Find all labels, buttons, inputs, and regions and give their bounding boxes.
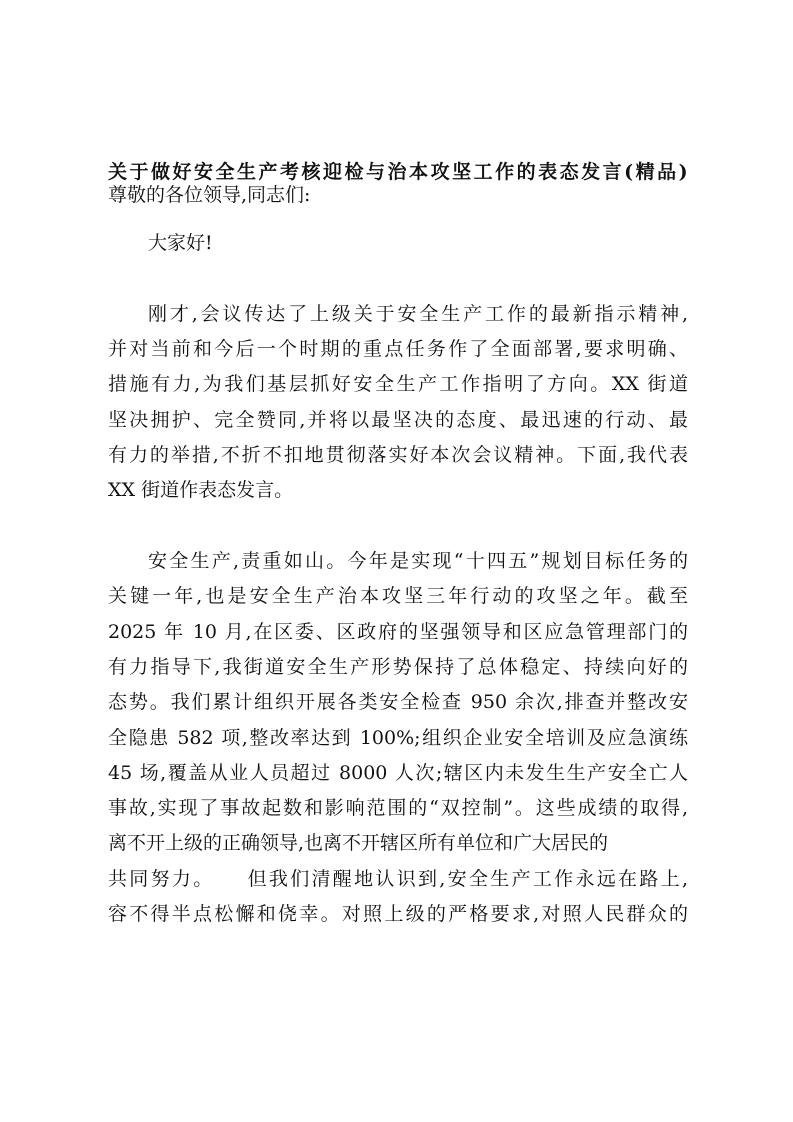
- paragraph-1-line-1: 刚才,会议传达了上级关于安全生产工作的最新指示精神,: [148, 303, 688, 325]
- paragraph-2-line-11: 容不得半点松懈和侥幸。对照上级的严格要求,对照人民群众的: [108, 903, 688, 925]
- paragraph-1-line-3: 措施有力,为我们基层抓好安全生产工作指明了方向。XX 街道: [108, 373, 688, 395]
- paragraph-2-line-4: 有力指导下,我街道安全生产形势保持了总体稳定、持续向好的: [108, 656, 688, 678]
- paragraph-2-line-5: 态势。我们累计组织开展各类安全检查 950 余次,排查并整改安: [108, 691, 688, 713]
- paragraph-1-line-5: 有力的举措,不折不扣地贯彻落实好本次会议精神。下面,我代表: [108, 444, 688, 466]
- paragraph-2-line-1: 安全生产,责重如山。今年是实现“十四五”规划目标任务的: [148, 550, 688, 572]
- paragraph-2-line-2: 关键一年,也是安全生产治本攻坚三年行动的攻坚之年。截至: [108, 585, 688, 607]
- paragraph-1-line-2: 并对当前和今后一个时期的重点任务作了全面部署,要求明确、: [108, 338, 688, 360]
- greeting: 大家好!: [148, 232, 213, 254]
- paragraph-2-line-9: 离不开上级的正确领导,也离不开辖区所有单位和广大居民的: [108, 832, 609, 854]
- paragraph-2-line-8: 事故,实现了事故起数和影响范围的“双控制”。这些成绩的取得,: [108, 797, 688, 819]
- paragraph-2-line-10: 共同努力。 但我们清醒地认识到,安全生产工作永远在路上,: [108, 868, 688, 890]
- document-title: 关于做好安全生产考核迎检与治本攻坚工作的表态发言(精品): [108, 161, 688, 183]
- paragraph-1-line-6: XX 街道作表态发言。: [108, 479, 294, 501]
- paragraph-1-line-4: 坚决拥护、完全赞同,并将以最坚决的态度、最迅速的行动、最: [108, 409, 688, 431]
- salutation: 尊敬的各位领导,同志们:: [108, 184, 311, 206]
- paragraph-2-line-7: 45 场,覆盖从业人员超过 8000 人次;辖区内未发生生产安全亡人: [108, 762, 688, 784]
- paragraph-2-line-6: 全隐患 582 项,整改率达到 100%;组织企业安全培训及应急演练: [108, 727, 688, 749]
- paragraph-2-line-3: 2025 年 10 月,在区委、区政府的坚强领导和区应急管理部门的: [108, 621, 688, 643]
